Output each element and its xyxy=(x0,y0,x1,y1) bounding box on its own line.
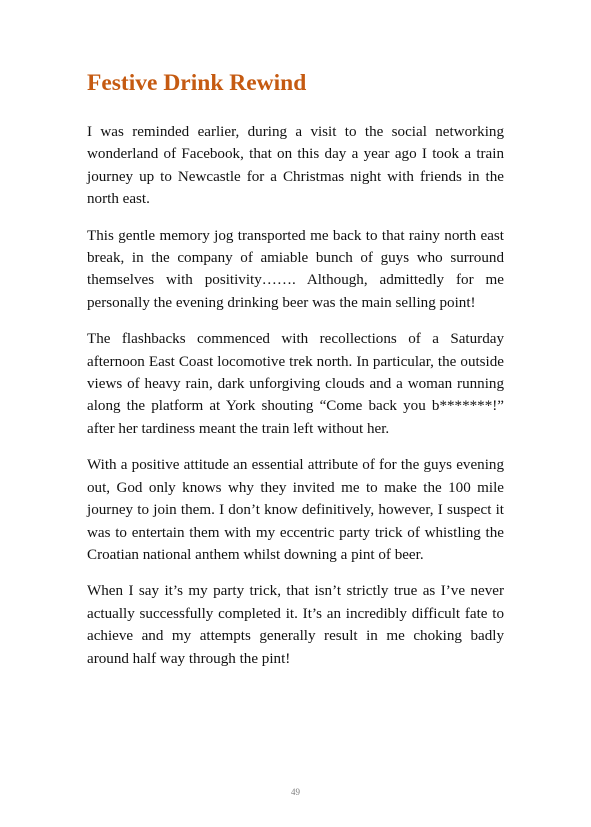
paragraph-1: I was reminded earlier, during a visit to the social networking wonderland of Facebook, that on this day a year ago I took a train journey up to Newcastle for a Christmas night with friends in the north east. xyxy=(87,124,504,208)
paragraph-4: With a positive attitude an essential attribute of for the guys evening out, God only knows why they invited me to make the 100 mile journey to join them. I don’t know definitively, however, I suspect it was to entertain them with my eccentric party trick of whistling the Croatian national anthem whilst downing a pint of beer. xyxy=(87,457,504,563)
paragraph-3: The flashbacks commenced with recollections of a Saturday afternoon East Coast locomotive trek north. In particular, the outside views of heavy rain, dark unforgiving clouds and a woman running along the platform at York shouting “Come back you b*******!” after her tardiness meant the train left without her. xyxy=(87,331,504,437)
page-number: 49 xyxy=(291,787,300,797)
page-title: Festive Drink Rewind xyxy=(87,70,307,96)
paragraph-5: When I say it’s my party trick, that isn’t strictly true as I’ve never actually successfully completed it. It’s an incredibly difficult fate to achieve and my attempts generally result in me choking badly around half way through the pint! xyxy=(87,583,504,667)
paragraph-2: This gentle memory jog transported me back to that rainy north east break, in the company of amiable bunch of guys who surround themselves with positivity……. Although, admittedly for me personally the evening drinking beer was the main selling point! xyxy=(87,227,504,311)
article-body xyxy=(87,121,504,684)
